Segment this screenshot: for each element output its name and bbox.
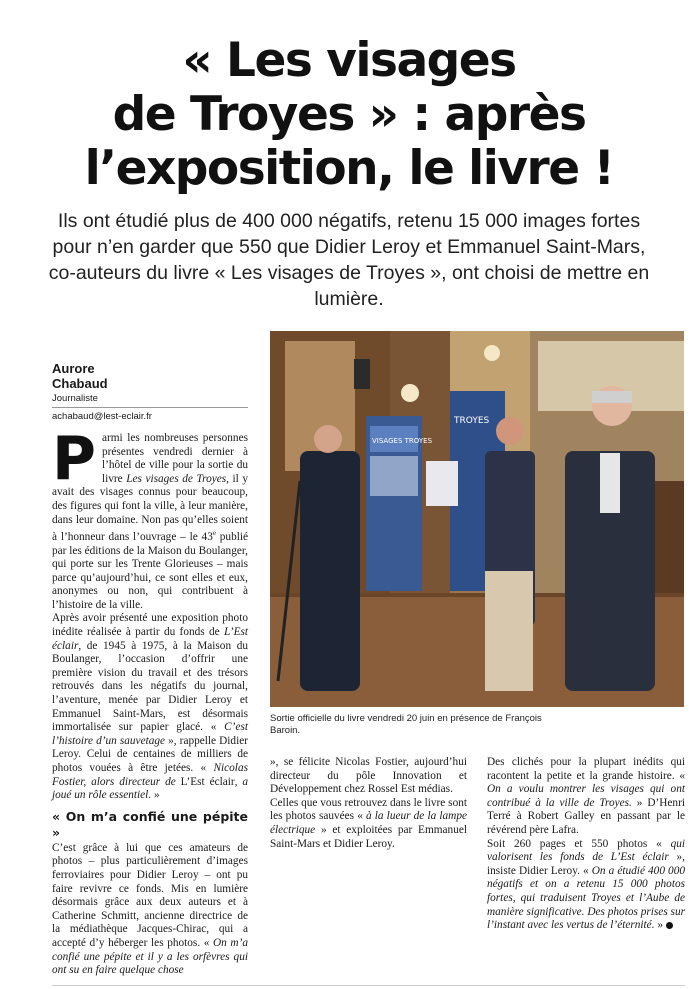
headline-line-1: « Les visages [182,33,516,88]
paragraph-3: C’est grâce à lui que ces amateurs de photos – plus particulièrement d’images ferroviaires pour Didier Leroy – ont pu faire revivre ce fonds. Mis en lumière désormais grâce aux deux auteurs et à Catherine Schmitt, ancienne directrice de la médiathèque Jacques-Chirac, qui a accepté d’y héberger les photos. « On m’a confié une pépite et il y a les orfèvres qui ont su en faire quelque chose [52,841,248,977]
paragraph-4: Celles que vous retrouvez dans le livre sont les photos sauvées « à la lueur de la lampe électrique » et exploitées par Emmanuel Saint-Mars et Didier Leroy. [270,796,467,850]
paragraph-6: Soit 260 pages et 550 photos « qui valorisent les fonds de L’Est éclair », insiste Didier Leroy. « On a étudié 400 000 négatifs et on a retenu 15 000 photos fortes, qui traduisent Troyes et l’Aube de manière significative. Des photos prises sur l’instant avec les vertus de l’éternité. » [487,837,686,932]
article-photo [270,331,684,707]
author-role: Journaliste [52,393,248,408]
photo-banner-right: TROYES [454,416,490,426]
author-first-name: Aurore [52,361,95,376]
paragraph-3-cont: », se félicite Nicolas Fostier, aujourd’hui directeur du pôle Innovation et Développement chez Rossel Est médias. [270,756,467,796]
paragraph-5: Des clichés pour la plupart inédits qui racontent la petite et la grande histoire. « On a voulu montrer les visages qui ont contribué à la ville de Troyes. » D’Henri Terré à Robert Galley en passant par le révérend père Lafra. [487,756,685,836]
photo-illustration [270,331,684,707]
standfirst: Ils ont étudié plus de 400 000 négatifs, retenu 15 000 images fortes pour n’en garder que 550 que Didier Leroy et Emmanuel Saint-Mars, co-auteurs du livre « Les visages de Troyes », ont choisi de mettre en lumière. [48,210,650,310]
photo-caption: Sortie officielle du livre vendredi 20 juin en présence de François Baroin. [270,713,542,736]
author-email[interactable]: achabaud@lest-eclair.fr [52,411,152,422]
author-block [52,361,248,423]
bottom-rule [52,985,685,986]
article-column-1 [52,424,249,978]
headline-line-2: de Troyes » : après [112,87,586,142]
paragraph-2: Après avoir présenté une exposition photo inédite réalisée à partir du fonds de L’Est éclair, de 1945 à 1975, à la Maison du Boulanger, l’occasion d’offrir une première vision du travail et des trésors retrouvés dans les négatifs du journal, l’aventure, menée par Didier Leroy et Emmanuel Saint-Mars, est désormais immortalisée sur papier glacé. « C’est l’histoire d’un sauvetage », rappelle Didier Leroy. Celui de centaines de milliers de photos vouées à être jetées. « Nicolas Fostier, alors directeur de L’Est éclair, a joué un rôle essentiel. » [52,612,249,802]
photo-banner-left: VISAGES TROYES [372,437,433,445]
end-bullet-icon [666,922,673,929]
headline-line-3: l’exposition, le livre ! [84,141,614,196]
headline [60,34,638,196]
author-last-name: Chabaud [52,376,108,391]
paragraph-1: Parmi les nombreuses personnes présentes vendredi dernier à l’hôtel de ville pour la sortie du livre Les visages de Troyes, il y avait des visages connus pour beaucoup, des figures qui font la ville, à leur manière, dans leur domaine. Non pas qu’elles soient à l’honneur dans l’ouvrage – le 43e publié par les éditions de la Maison du Boulanger, qui porte sur les Trente Glorieuses – mais parce qu’aujourd’hui, ce sont elles et eux, anonymes ou non, qui contribuent à l’histoire de la ville. [52,424,249,611]
dropcap: P [52,424,96,494]
article-column-2 [270,756,467,851]
article-column-3 [487,756,685,933]
subheading: « On m’a confié une pépite » [52,808,248,840]
